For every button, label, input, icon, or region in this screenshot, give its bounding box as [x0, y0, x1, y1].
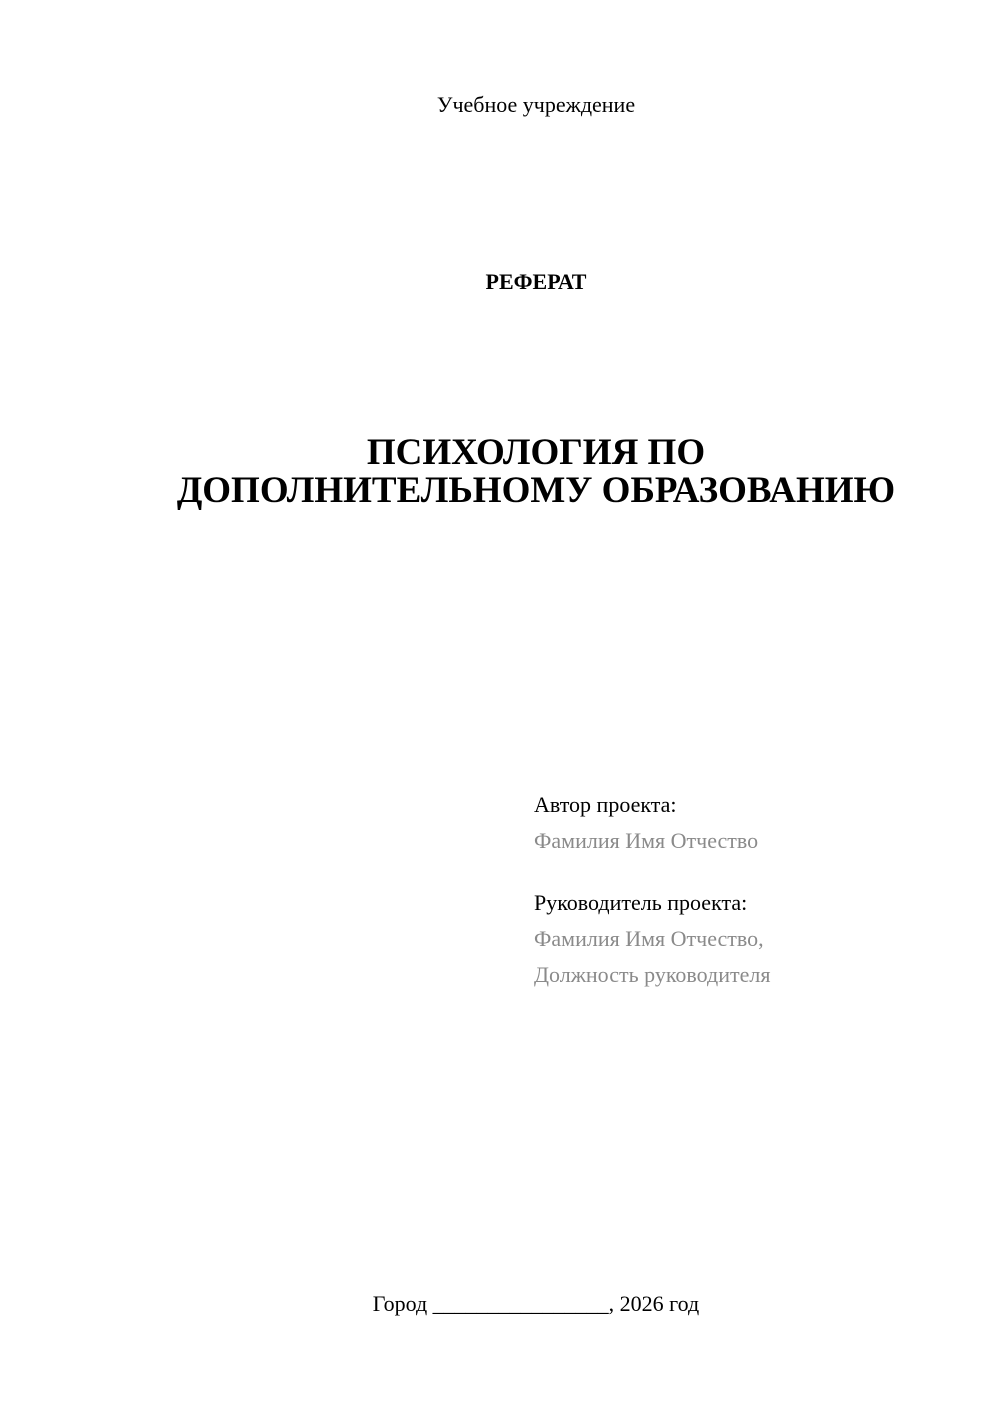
title-line-1: ПСИХОЛОГИЯ ПО: [366, 432, 706, 473]
spacer: [534, 859, 974, 885]
supervisor-position: Должность руководителя: [534, 962, 771, 987]
author-label: Автор проекта:: [534, 792, 677, 817]
supervisor-name: Фамилия Имя Отчество,: [534, 926, 764, 951]
supervisor-label: Руководитель проекта:: [534, 890, 748, 915]
institution-name: Учебное учреждение: [436, 92, 636, 117]
title-line-2: ДОПОЛНИТЕЛЬНОМУ ОБРАЗОВАНИЮ: [176, 470, 896, 511]
document-title: [0, 434, 1000, 510]
project-info: [534, 787, 974, 993]
author-name: Фамилия Имя Отчество: [534, 828, 759, 853]
document-type: РЕФЕРАТ: [485, 269, 587, 294]
city-year-line: Город ________________, 2026 год: [372, 1291, 700, 1316]
